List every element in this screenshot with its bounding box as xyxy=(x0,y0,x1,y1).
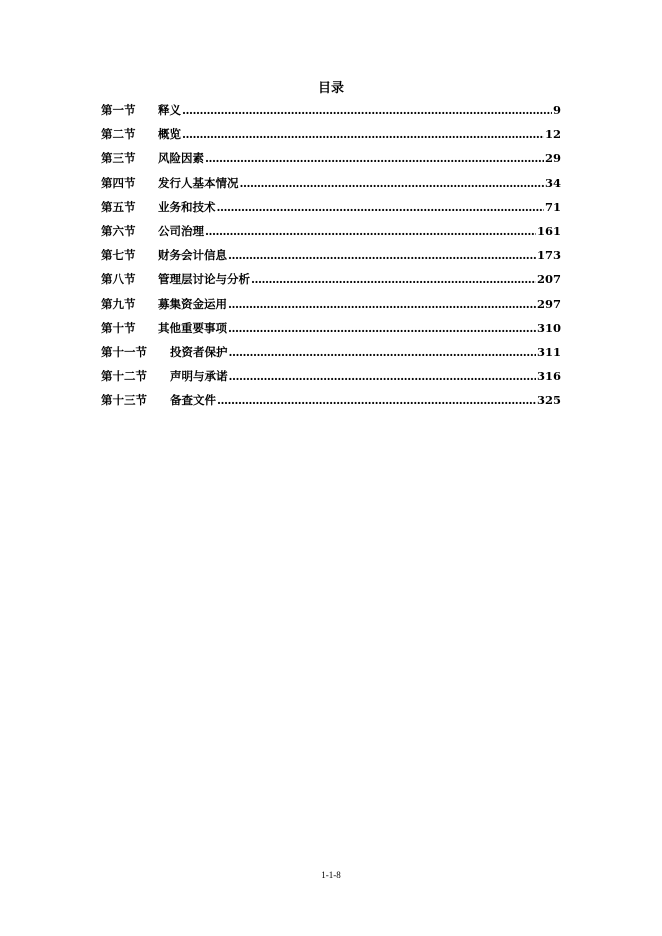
toc-page-number: 161 xyxy=(536,223,561,238)
toc-section-number: 第十三节 xyxy=(101,393,147,408)
toc-dot-leader xyxy=(228,320,536,336)
toc-dot-leader xyxy=(240,175,544,191)
toc-entry-10[interactable] xyxy=(101,320,561,344)
toc-page-number: 207 xyxy=(536,272,561,287)
toc-section-number: 第一节 xyxy=(101,103,136,117)
toc-page-number: 173 xyxy=(536,248,561,263)
toc-page-number: 316 xyxy=(536,369,561,384)
toc-section-title: 业务和技术 xyxy=(158,199,216,214)
page-title: 目录 xyxy=(317,81,344,96)
toc-section-title: 公司治理 xyxy=(158,223,204,238)
toc-section-title: 财务会计信息 xyxy=(158,248,227,263)
toc-dot-leader xyxy=(182,126,544,142)
toc-entry-5[interactable] xyxy=(101,199,561,223)
toc-entry-9[interactable] xyxy=(101,296,561,320)
toc-entry-1[interactable] xyxy=(101,102,561,126)
page-number: 1-1-8 xyxy=(321,870,341,880)
toc-page-number: 9 xyxy=(552,103,561,117)
toc-section-number: 第八节 xyxy=(101,272,136,287)
toc-dot-leader xyxy=(228,247,536,263)
toc-section-title: 其他重要事项 xyxy=(158,320,227,335)
toc-page-number: 71 xyxy=(544,199,561,214)
toc-entry-3[interactable] xyxy=(101,150,561,174)
toc-section-number: 第七节 xyxy=(101,248,136,263)
toc-entry-12[interactable] xyxy=(101,368,561,392)
toc-section-title: 备查文件 xyxy=(170,393,216,408)
toc-section-number: 第三节 xyxy=(101,151,136,166)
toc-page-number: 297 xyxy=(536,296,561,311)
toc-entry-11[interactable] xyxy=(101,344,561,368)
toc-page-number: 34 xyxy=(544,175,561,190)
toc-section-title: 释义 xyxy=(158,103,181,117)
toc-section-number: 第六节 xyxy=(101,223,136,238)
toc-entry-4[interactable] xyxy=(101,175,561,199)
toc-section-title: 概览 xyxy=(158,127,181,142)
toc-page-number: 29 xyxy=(544,151,561,166)
toc-section-number: 第十节 xyxy=(101,320,136,335)
toc-dot-leader xyxy=(229,344,536,360)
toc-entry-7[interactable] xyxy=(101,247,561,271)
toc-dot-leader xyxy=(217,199,544,215)
toc-dot-leader xyxy=(205,150,544,166)
toc-section-number: 第十一节 xyxy=(101,344,147,359)
toc-section-title: 发行人基本情况 xyxy=(158,175,239,190)
toc-dot-leader xyxy=(229,368,536,384)
toc-entry-13[interactable] xyxy=(101,392,561,416)
toc-entry-6[interactable] xyxy=(101,223,561,247)
toc-section-title: 募集资金运用 xyxy=(158,296,227,311)
toc-page-number: 311 xyxy=(536,344,561,359)
toc-section-title: 声明与承诺 xyxy=(170,369,228,384)
toc-section-number: 第二节 xyxy=(101,127,136,142)
toc-section-number: 第十二节 xyxy=(101,369,147,384)
toc-dot-leader xyxy=(182,102,552,118)
toc-section-title: 风险因素 xyxy=(158,151,204,166)
toc-section-number: 第四节 xyxy=(101,175,136,190)
table-of-contents xyxy=(101,102,561,416)
toc-dot-leader xyxy=(217,392,536,408)
toc-entry-8[interactable] xyxy=(101,271,561,295)
toc-section-number: 第五节 xyxy=(101,199,136,214)
toc-section-number: 第九节 xyxy=(101,296,136,311)
toc-page-number: 310 xyxy=(536,320,561,335)
toc-page-number: 12 xyxy=(544,127,561,142)
toc-section-title: 管理层讨论与分析 xyxy=(158,272,250,287)
toc-entry-2[interactable] xyxy=(101,126,561,150)
toc-section-title: 投资者保护 xyxy=(170,344,228,359)
toc-dot-leader xyxy=(228,296,536,312)
toc-dot-leader xyxy=(205,223,536,239)
toc-page-number: 325 xyxy=(536,393,561,408)
toc-dot-leader xyxy=(251,271,536,287)
